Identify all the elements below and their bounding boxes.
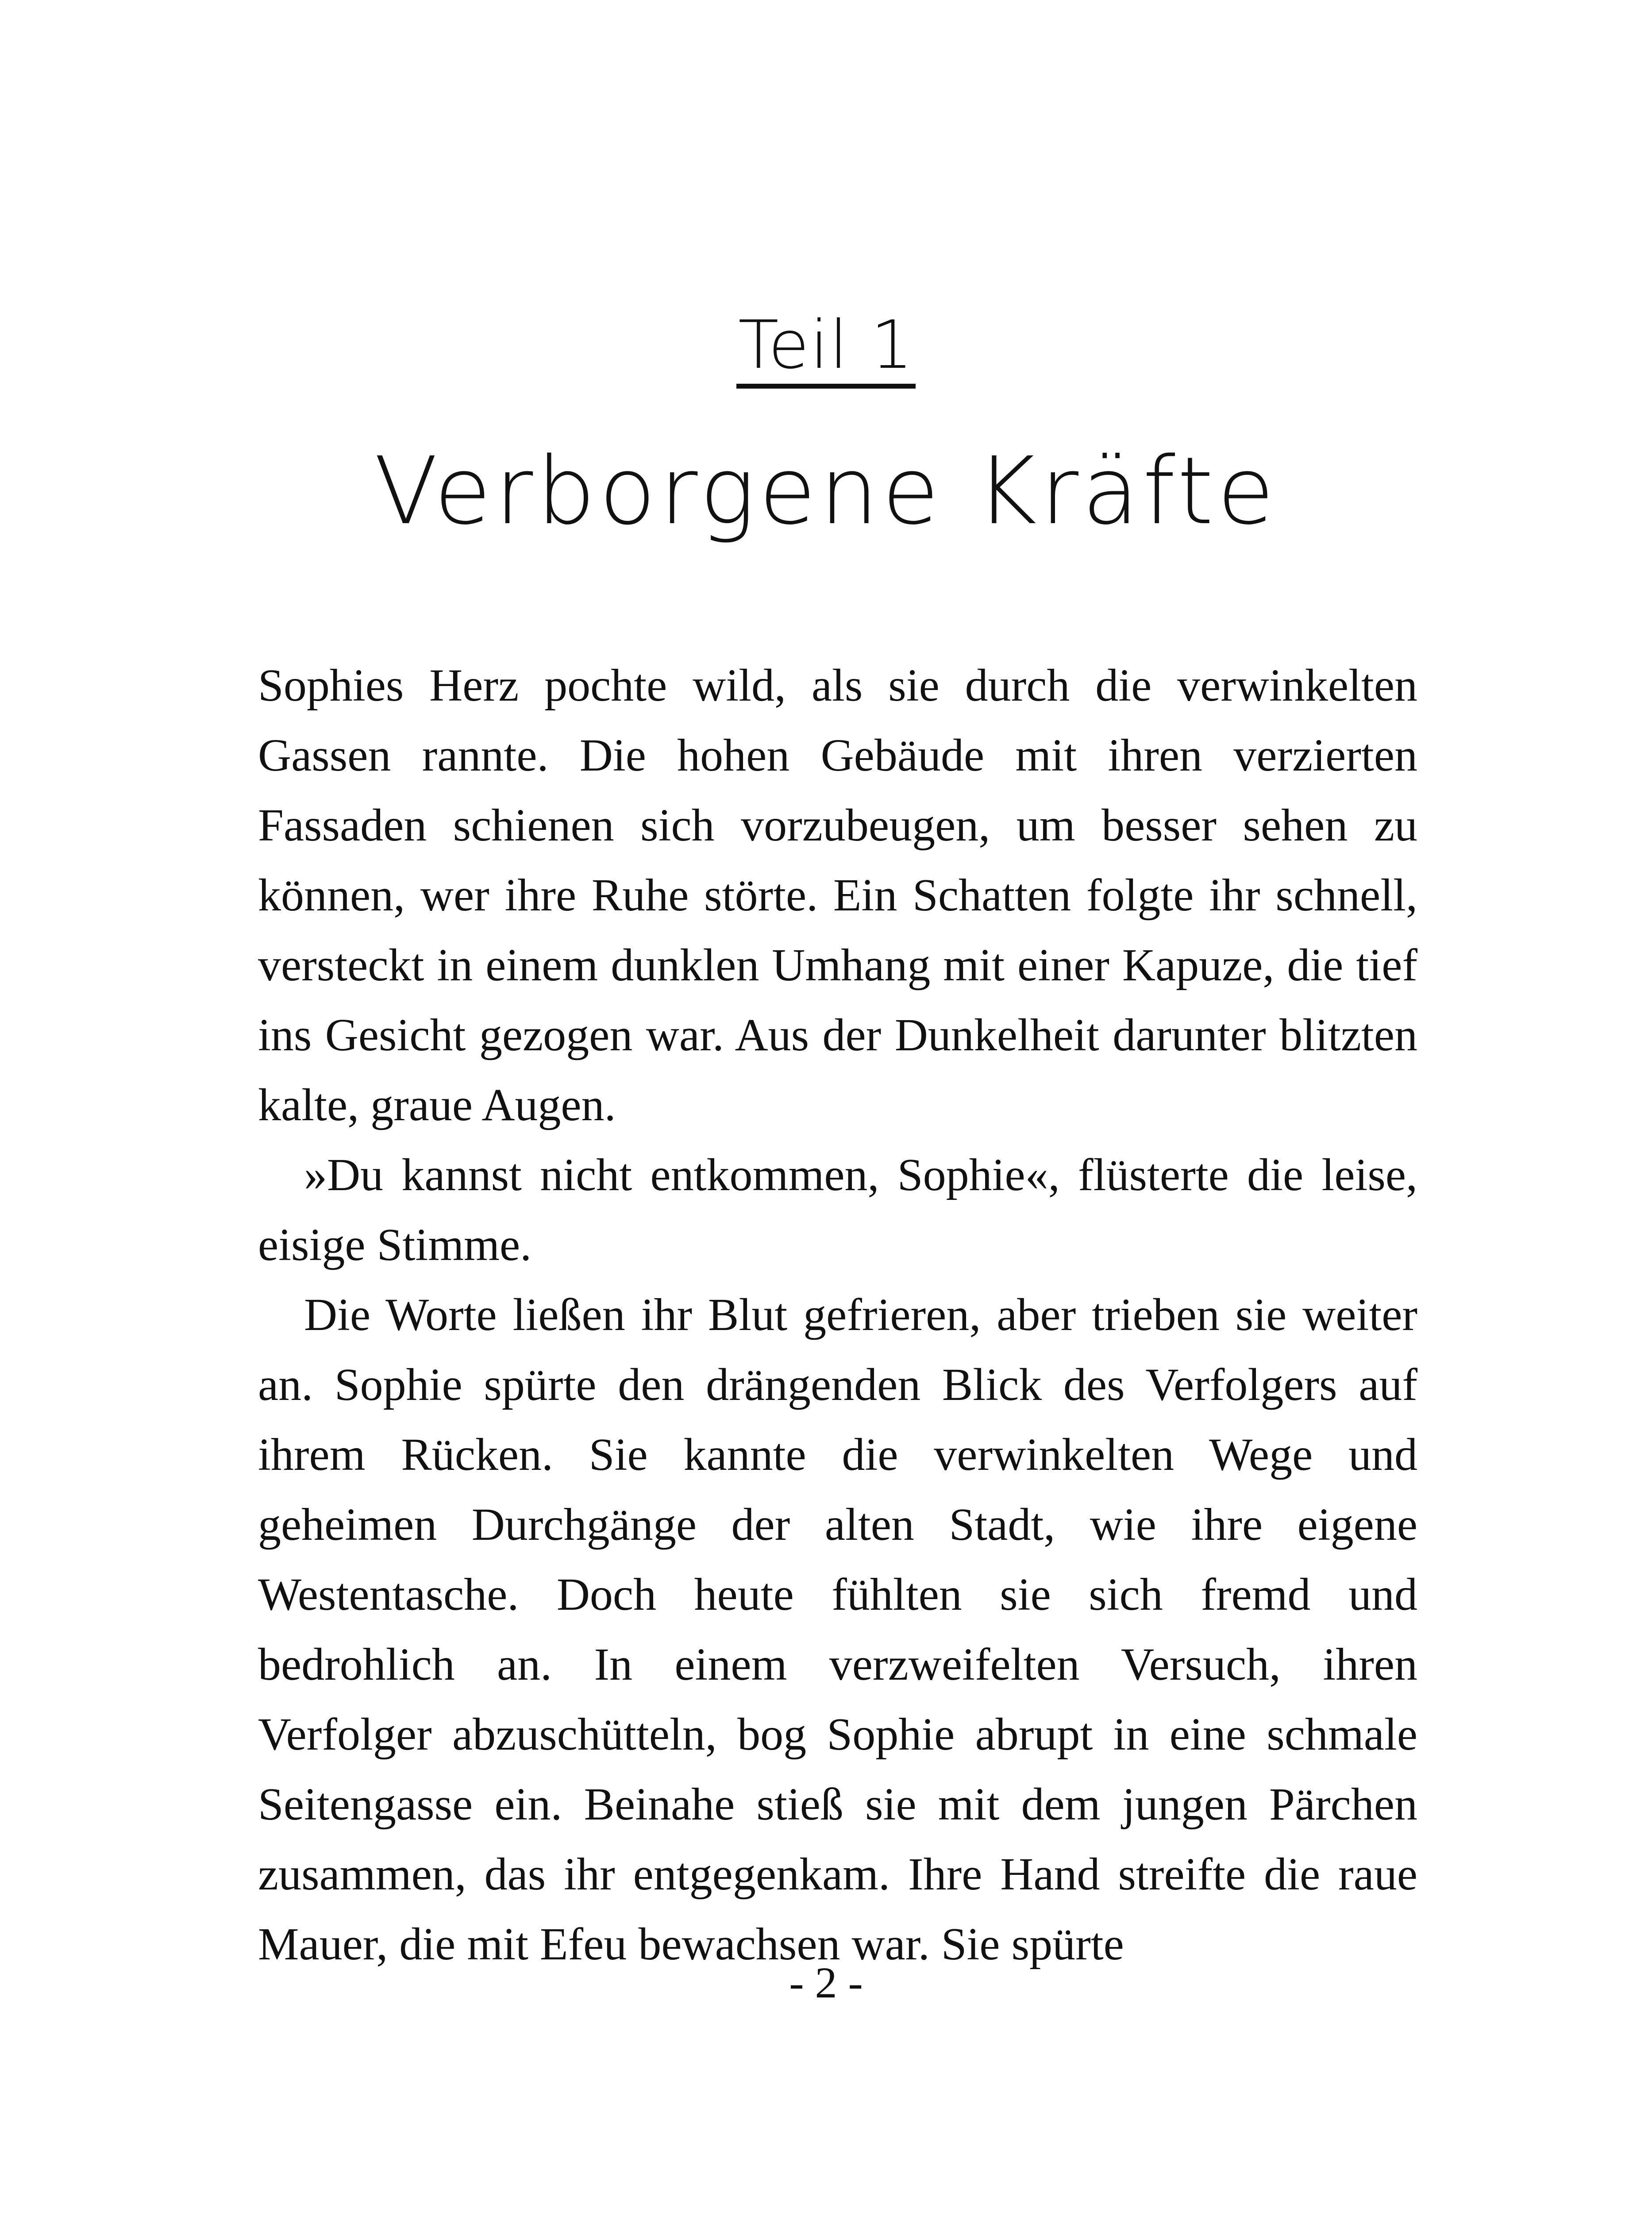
paragraph: »Du kannst nicht entkommen, Sophie«, flüsterte die leise, eisige Stimme. bbox=[258, 1149, 1417, 1270]
chapter-title: Verborgene Kräfte bbox=[374, 437, 1278, 545]
body-text bbox=[258, 651, 1417, 1979]
paragraph: Die Worte ließen ihr Blut gefrieren, aber trieben sie weiter an. Sophie spürte den drängenden Blick des Verfolgers auf ihrem Rücken. Sie kannte die verwinkelten Wege und geheimen Durchgänge der alten Stadt, wie ihre eigene Westentasche. Doch heute fühlten sie sich fremd und bedrohlich an. In einem verzweifelten Versuch, ihren Verfolger abzuschütteln, bog Sophie abrupt in eine schmale Seitengasse ein. Beinahe stieß sie mit dem jungen Pärchen zusammen, das ihr entgegenkam. Ihre Hand streifte die raue Mauer, die mit Efeu bewachsen war. Sie spürte bbox=[258, 1289, 1417, 1970]
paragraph: Sophies Herz pochte wild, als sie durch die verwinkelten Gassen rannte. Die hohen Gebäude mit ihren verzierten Fassaden schienen sich vorzubeugen, um besser sehen zu können, wer ihre Ruhe störte. Ein Schatten folgte ihr schnell, versteckt in einem dunklen Umhang mit einer Kapuze, die tief ins Gesicht gezogen war. Aus der Dunkelheit darunter blitzten kalte, graue Augen. bbox=[258, 660, 1417, 1130]
part-label-text: Teil 1 bbox=[736, 308, 916, 389]
part-label bbox=[0, 305, 1652, 389]
page-number: - 2 - bbox=[789, 1958, 863, 2007]
